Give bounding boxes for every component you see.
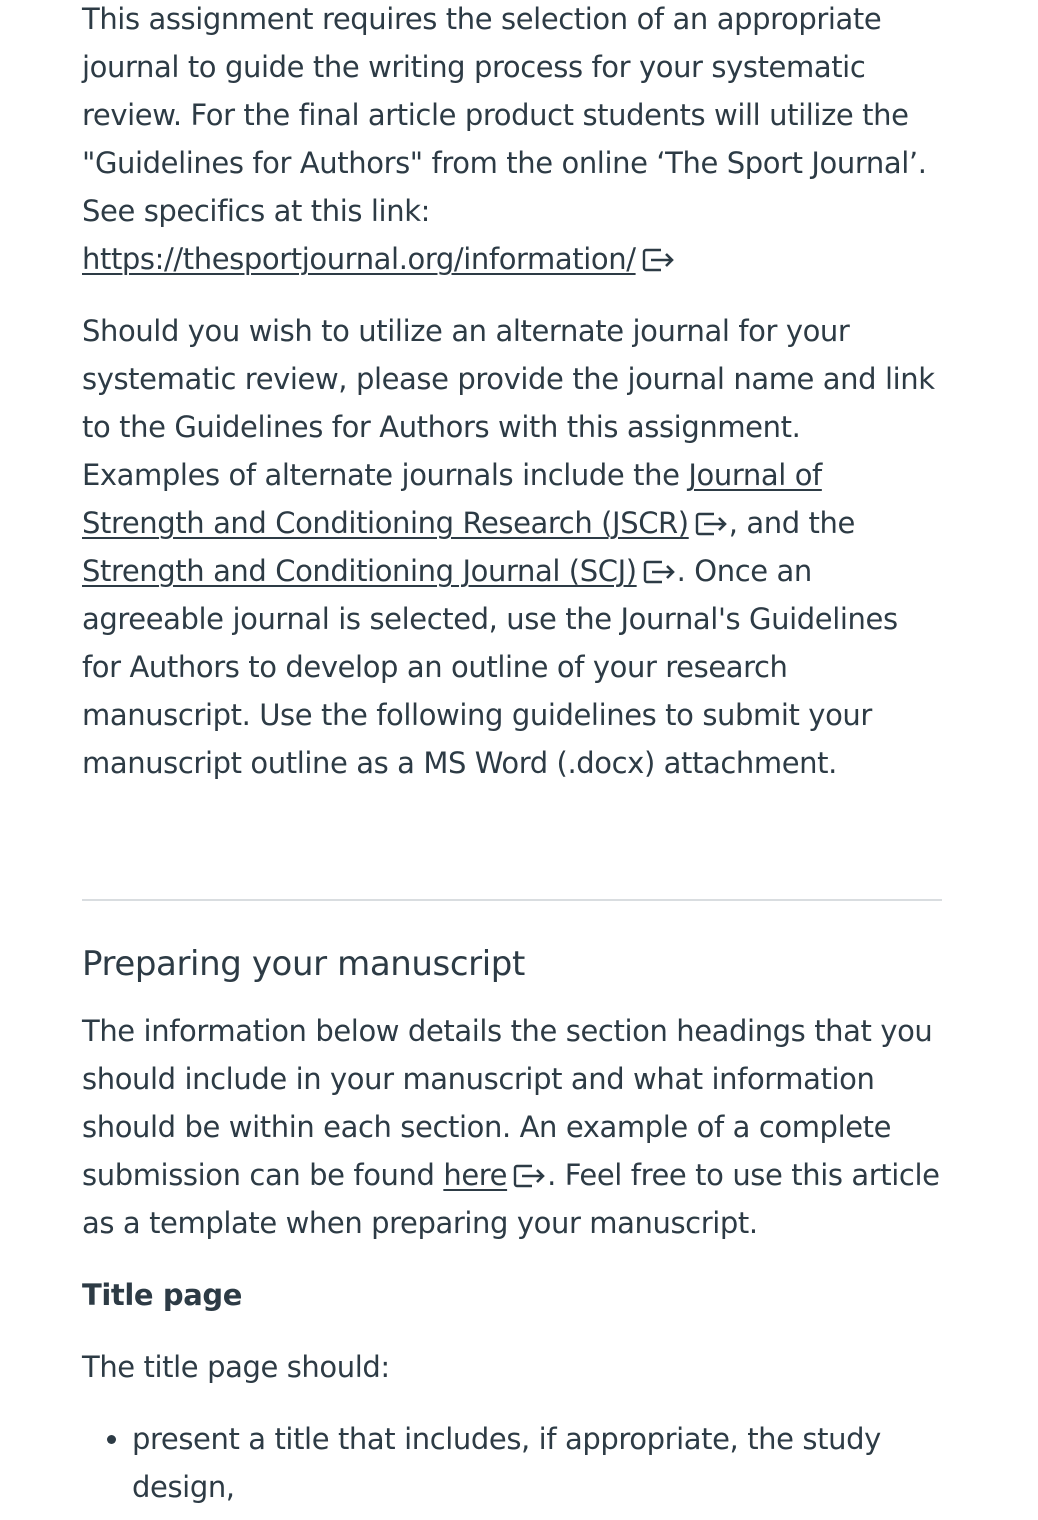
alternate-text-1: Should you wish to utilize an alternate journal for your systematic review, please provide the journal name and link to the Guidelines for Authors with this assignment. Examples of alternate journals include the <box>82 314 935 492</box>
external-link-icon <box>642 247 676 273</box>
title-page-heading: Title page <box>82 1278 243 1312</box>
preparing-text-2: . Feel free to use this article as a template when preparing your manuscript. <box>82 1158 940 1240</box>
sport-journal-link[interactable]: https://thesportjournal.org/information/ <box>82 242 636 276</box>
intro-paragraph <box>82 0 942 283</box>
preparing-text-1: The information below details the section headings that you should include in your manuscript and what information should be within each section. An example of a complete submission can be found <box>82 1014 933 1192</box>
alternate-text-2: , and the <box>728 506 855 540</box>
title-page-list <box>82 1415 942 1511</box>
alternate-journal-paragraph <box>82 307 942 787</box>
section-divider <box>82 899 942 901</box>
assignment-content <box>82 0 942 1504</box>
jscr-link[interactable]: Journal of Strength and Conditioning Research (JSCR) <box>82 458 822 540</box>
preparing-section <box>82 937 942 1511</box>
title-page-intro: The title page should: <box>82 1350 390 1384</box>
external-link-icon <box>695 511 729 537</box>
intro-text: This assignment requires the selection of an appropriate journal to guide the writing process for your systematic review. For the final article product students will utilize the "Guidelines for Authors" from the online ‘The Sport Journal’. See specifics at this link: <box>82 2 927 228</box>
list-item: • present a title that includes, if appropriate, the study design, <box>132 1415 942 1511</box>
external-link-icon <box>643 559 677 585</box>
alternate-text-3: . Once an agreeable journal is selected, use the Journal's Guidelines for Authors to develop an outline of your research manuscript. Use the following guidelines to submit your manuscript outline as a MS Word (.docx) attachment. <box>82 554 898 780</box>
preparing-paragraph <box>82 1007 942 1247</box>
external-link-icon <box>513 1163 547 1189</box>
scj-link[interactable]: Strength and Conditioning Journal (SCJ) <box>82 554 637 588</box>
preparing-heading: Preparing your manuscript <box>82 944 525 984</box>
example-submission-link[interactable]: here <box>443 1158 508 1192</box>
